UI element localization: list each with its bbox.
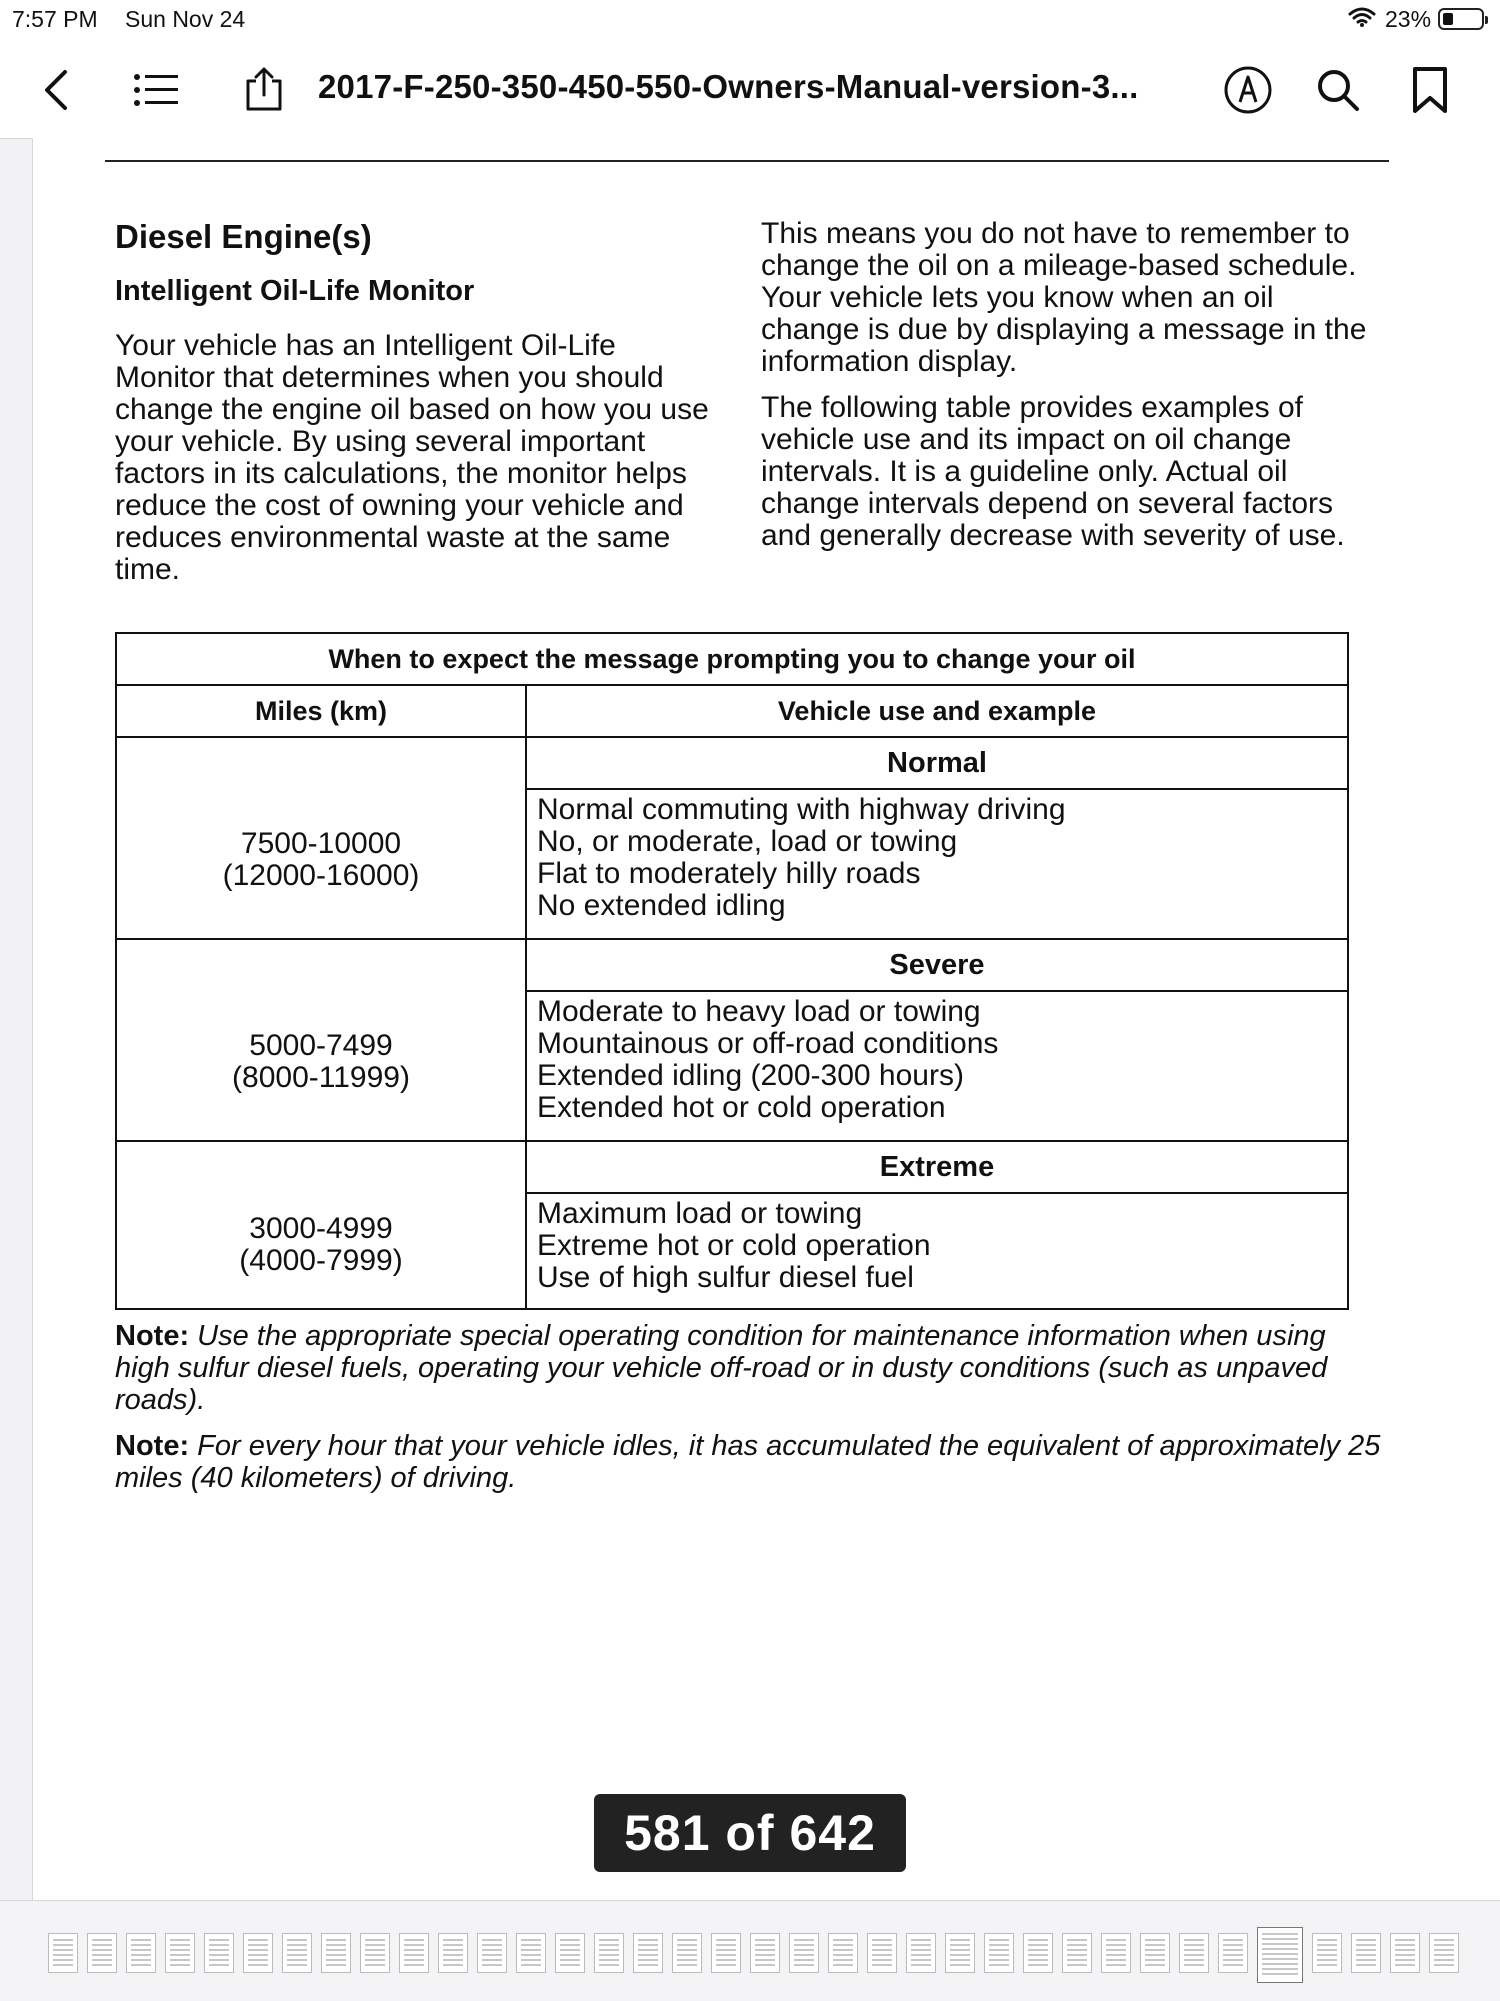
note-special-conditions (115, 1320, 1385, 1416)
page-thumbnail[interactable] (1023, 1933, 1053, 1973)
note-label: Note: (115, 1430, 190, 1462)
page-thumbnail[interactable] (126, 1933, 156, 1973)
page-thumbnail[interactable] (789, 1933, 819, 1973)
page-thumbnail[interactable] (516, 1933, 546, 1973)
km-value: (8000-11999) (232, 1061, 410, 1094)
page-thumbnail[interactable] (906, 1933, 936, 1973)
table-row-uses (526, 789, 1348, 939)
table-row-uses (526, 991, 1348, 1141)
page-thumbnail[interactable] (828, 1933, 858, 1973)
chevron-left-icon (41, 68, 71, 112)
thumbnail-list (48, 1933, 1458, 1979)
search-icon (1315, 67, 1361, 113)
section-subheading: Intelligent Oil-Life Monitor (115, 275, 475, 307)
use-item: Extended hot or cold operation (537, 1091, 946, 1124)
page-thumbnail[interactable] (945, 1933, 975, 1973)
page-thumbnail[interactable] (321, 1933, 351, 1973)
table-row-uses (526, 1193, 1348, 1309)
page-thumbnail[interactable] (438, 1933, 468, 1973)
page-divider (105, 160, 1389, 162)
page-thumbnail[interactable] (1062, 1933, 1092, 1973)
note-text: For every hour that your vehicle idles, it has accumulated the equivalent of approximately 25 miles (40 kilometers) of driving. (115, 1430, 1381, 1494)
share-button[interactable] (236, 62, 292, 118)
page-thumbnail[interactable] (360, 1933, 390, 1973)
use-item: Extended idling (200-300 hours) (537, 1059, 964, 1092)
use-item: Use of high sulfur diesel fuel (537, 1261, 914, 1294)
table-intro-paragraph: The following table provides examples of vehicle use and its impact on oil change intervals. It is a guideline only. Actual oil change intervals depend on several factors and generally decrease with severity of use. (761, 391, 1345, 552)
reader-toolbar (0, 40, 1500, 139)
category-normal: Normal (526, 737, 1348, 789)
category-severe: Severe (526, 939, 1348, 991)
notes-section (115, 1320, 1385, 1508)
list-icon (132, 72, 180, 108)
use-item: No, or moderate, load or towing (537, 825, 958, 858)
page-thumbnail[interactable] (1179, 1933, 1209, 1973)
page-thumbnail[interactable] (1101, 1933, 1131, 1973)
page-indicator: 581 of 642 (594, 1794, 906, 1872)
column-header-vehicle-use: Vehicle use and example (526, 685, 1348, 737)
category-extreme: Extreme (526, 1141, 1348, 1193)
left-column (115, 218, 715, 600)
bookmark-icon (1411, 66, 1449, 114)
table-row-miles (116, 939, 526, 1141)
explanation-paragraph: This means you do not have to remember to change the oil on a mileage-based schedule. Your vehicle lets you know when an oil change is due by displaying a message in the information display. (761, 217, 1367, 378)
page-thumbnail[interactable] (1351, 1933, 1381, 1973)
page-thumbnail[interactable] (1390, 1933, 1420, 1973)
page-thumbnail[interactable] (282, 1933, 312, 1973)
status-bar (0, 0, 1500, 40)
table-row-miles (116, 1141, 526, 1309)
page-thumbnail[interactable] (165, 1933, 195, 1973)
table-caption: When to expect the message prompting you to change your oil (116, 633, 1348, 685)
page-thumbnail[interactable] (594, 1933, 624, 1973)
page-thumbnail[interactable] (1140, 1933, 1170, 1973)
page-thumbnail[interactable] (750, 1933, 780, 1973)
page-thumbnail[interactable] (1312, 1933, 1342, 1973)
miles-value: 7500-10000 (240, 827, 402, 860)
document-title: 2017-F-250-350-450-550-Owners-Manual-version-3... (318, 68, 1139, 105)
use-item: Normal commuting with highway driving (537, 793, 1066, 826)
page-thumbnail[interactable] (243, 1933, 273, 1973)
use-item: No extended idling (537, 889, 786, 922)
use-item: Maximum load or towing (537, 1197, 863, 1230)
bookmark-button[interactable] (1402, 62, 1458, 118)
column-header-miles: Miles (km) (116, 685, 526, 737)
back-button[interactable] (28, 62, 84, 118)
right-column (761, 218, 1376, 566)
use-item: Extreme hot or cold operation (537, 1229, 931, 1262)
battery-icon (1438, 8, 1484, 30)
km-value: (12000-16000) (222, 859, 420, 892)
miles-value: 5000-7499 (249, 1029, 393, 1062)
page-thumbnail[interactable] (672, 1933, 702, 1973)
share-icon (242, 67, 286, 113)
page-thumbnail[interactable] (711, 1933, 741, 1973)
use-item: Flat to moderately hilly roads (537, 857, 921, 890)
wifi-icon (1348, 6, 1376, 34)
use-item: Moderate to heavy load or towing (537, 995, 981, 1028)
use-item: Mountainous or off-road conditions (537, 1027, 999, 1060)
markup-pen-icon (1223, 65, 1273, 115)
miles-value: 3000-4999 (249, 1212, 393, 1245)
status-time: 7:57 PM (12, 6, 98, 32)
page-thumbnail[interactable] (984, 1933, 1014, 1973)
page-thumbnail[interactable] (399, 1933, 429, 1973)
status-date: Sun Nov 24 (125, 6, 246, 32)
page-thumbnail-strip[interactable] (0, 1900, 1500, 2001)
page-thumbnail[interactable] (204, 1933, 234, 1973)
page-thumbnail-current[interactable] (1257, 1927, 1303, 1983)
page-thumbnail[interactable] (1218, 1933, 1248, 1973)
markup-button[interactable] (1220, 62, 1276, 118)
document-page[interactable] (32, 138, 1500, 1900)
page-thumbnail[interactable] (87, 1933, 117, 1973)
note-idling (115, 1430, 1385, 1494)
intro-paragraph: Your vehicle has an Intelligent Oil-Life Monitor that determines when you should change the engine oil based on how you use your vehicle. By using several important factors in its calculations, the monitor helps reduce the cost of owning your vehicle and reduces environmental waste at the same time. (115, 329, 709, 586)
section-heading: Diesel Engine(s) (115, 218, 372, 255)
note-text: Use the appropriate special operating condition for maintenance information when using high sulfur diesel fuels, operating your vehicle off-road or in dusty conditions (such as unpaved roads). (115, 1320, 1328, 1416)
oil-change-table (115, 632, 1349, 1310)
table-row-miles (116, 737, 526, 939)
km-value: (4000-7999) (239, 1244, 403, 1277)
page-thumbnail[interactable] (555, 1933, 585, 1973)
note-label: Note: (115, 1320, 190, 1352)
page-thumbnail[interactable] (477, 1933, 507, 1973)
page-thumbnail[interactable] (48, 1933, 78, 1973)
search-button[interactable] (1310, 62, 1366, 118)
page-thumbnail[interactable] (867, 1933, 897, 1973)
page-thumbnail[interactable] (633, 1933, 663, 1973)
outline-button[interactable] (128, 62, 184, 118)
page-thumbnail[interactable] (1429, 1933, 1459, 1973)
battery-percent: 23% (1385, 6, 1432, 32)
